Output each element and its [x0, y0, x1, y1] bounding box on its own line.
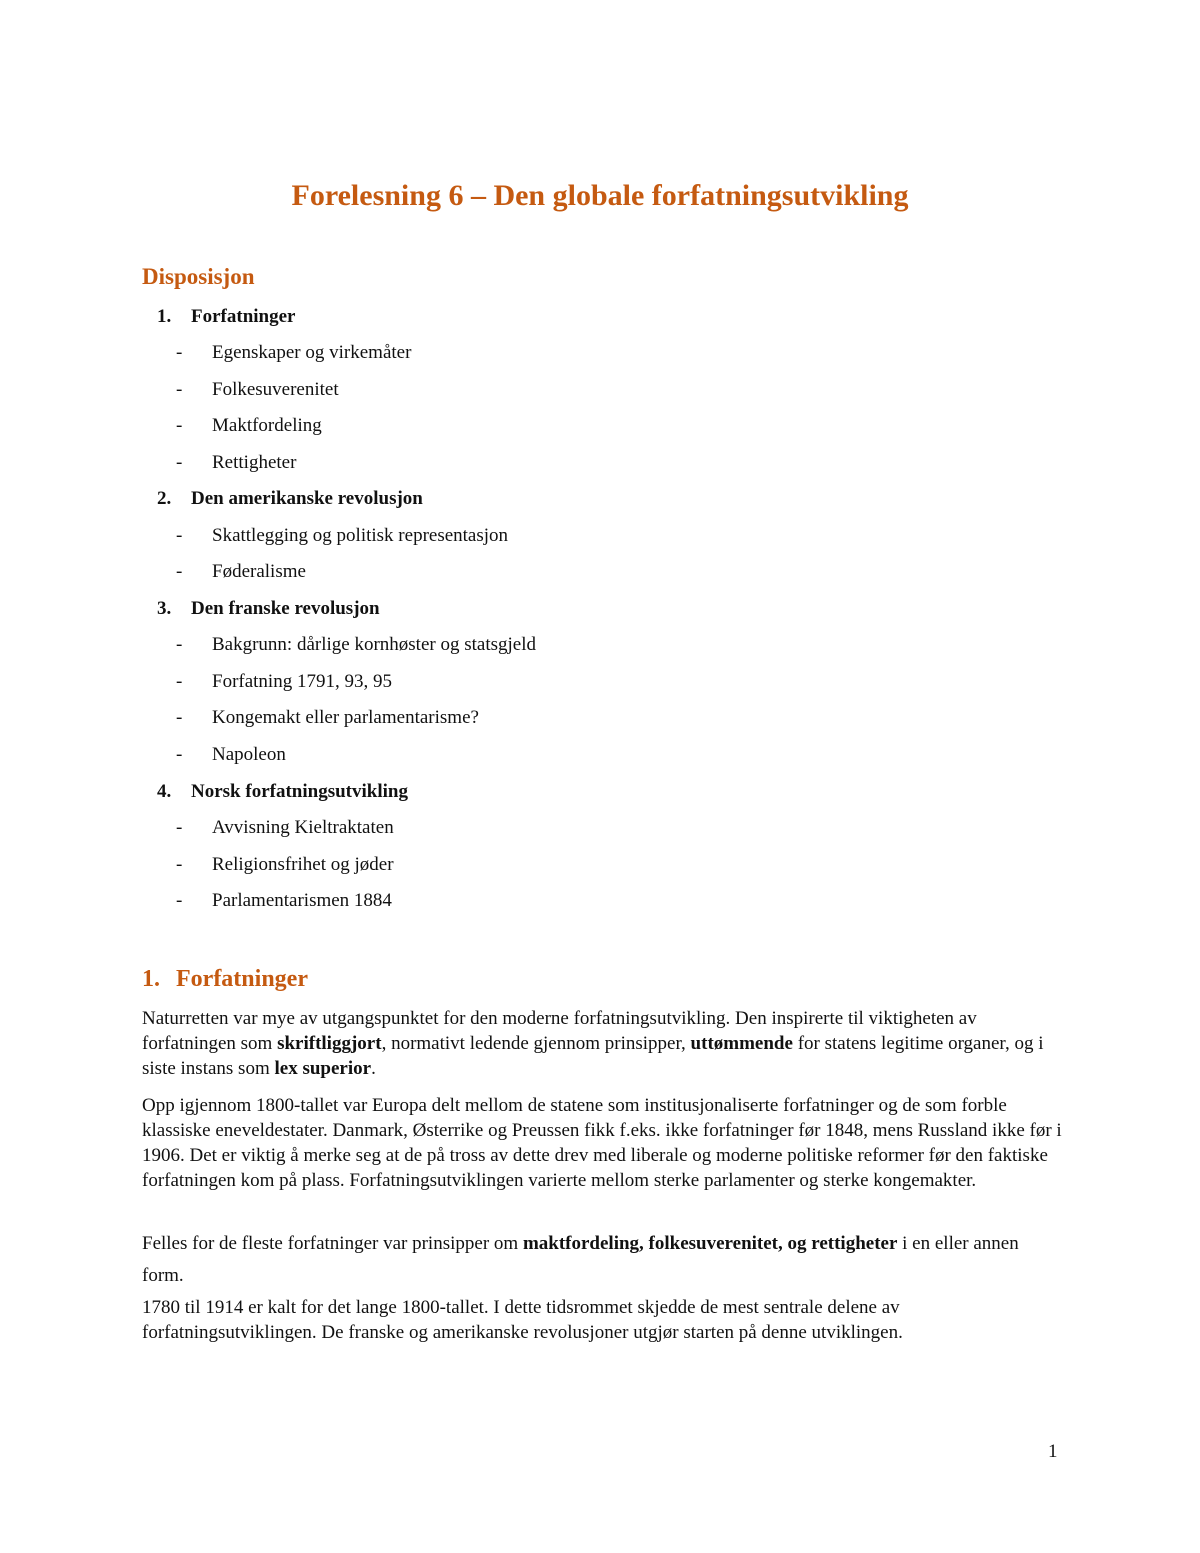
- paragraph: 1780 til 1914 er kalt for det lange 1800-tallet. I dette tidsrommet skjedde de mest sentrale delene av forfatningsutviklingen. De franske og amerikanske revolusjoner utgjør starten på denne utviklingen.: [142, 1297, 903, 1343]
- section-heading: 1. Forfatninger: [142, 966, 308, 992]
- outline-heading: Disposisjon: [142, 264, 255, 289]
- paragraph: Opp igjennom 1800-tallet var Europa delt mellom de statene som institusjonaliserte forfatninger og de som forble klassiske eneveldestater. Danmark, Østerrike og Preussen fikk f.eks. ikke forfatninger før 1848, mens Russland ikke før i 1906. Det er viktig å merke seg at de på tross av dette drev med liberale og moderne politiske reformer før den faktiske forfatningen kom på plass. Forfatningsutviklingen varierte mellom sterke parlamenter og sterke kongemakter.: [142, 1095, 1062, 1191]
- paragraph: Felles for de fleste forfatninger var prinsipper om maktfordeling, folkesuverenitet, og rettigheter i en eller annen form.: [142, 1233, 1019, 1286]
- page-number: 1: [1048, 1441, 1058, 1462]
- document-page: Forelesning 6 – Den globale forfatningsutvikling Disposisjon 1. Forfatninger - Egenskaper og virkemåter - Folkesuverenitet - Maktfordeling - Rettigheter 2. Den amerikanske revolusjon - Skattlegging og politisk representasjon - Føderalisme 3. Den franske revolusjon - Bakgrunn: dårlige kornhøster og statsgjeld - Forfatning 1791, 93, 95 - Kongemakt eller parlamentarisme? - Napoleon 4. Norsk forfatningsutvikling - Avvisning Kieltraktaten - Religionsfrihet og jøder - Parlamentarismen 1884 1. Forfatninger Naturretten var mye av utgangspunktet for den moderne forfatningsutvikling. Den inspirerte til viktigheten av forfatningen som skriftliggjort, normativt ledende gjennom prinsipper, uttømmende for statens legitime organer, og i siste instans som lex superior. Opp igjennom 1800-tallet var Europa delt mellom de statene som institusjonaliserte forfatninger og de som forble klassiske eneveldestater. Danmark, Østerrike og Preussen fikk f.eks. ikke forfatninger før 1848, mens Russland ikke før i 1906. Det er viktig å merke seg at de på tross av dette drev med liberale og moderne politiske reformer før den faktiske forfatningen kom på plass. Forfatningsutviklingen varierte mellom sterke parlamenter og sterke kongemakter. Felles for de fleste forfatninger var prinsipper om maktfordeling, folkesuverenitet, og rettigheter i en eller annen form. 1780 til 1914 er kalt for det lange 1800-tallet. I dette tidsrommet skjedde de mest sentrale delene av forfatningsutviklingen. De franske og amerikanske revolusjoner utgjør starten på denne utviklingen. 1: [0, 0, 1200, 1553]
- paragraph: Naturretten var mye av utgangspunktet for den moderne forfatningsutvikling. Den inspirerte til viktigheten av forfatningen som skriftliggjort, normativt ledende gjennom prinsipper, uttømmende for statens legitime organer, og i siste instans som lex superior.: [142, 1008, 1044, 1079]
- document-title: Forelesning 6 – Den globale forfatningsutvikling: [291, 179, 909, 212]
